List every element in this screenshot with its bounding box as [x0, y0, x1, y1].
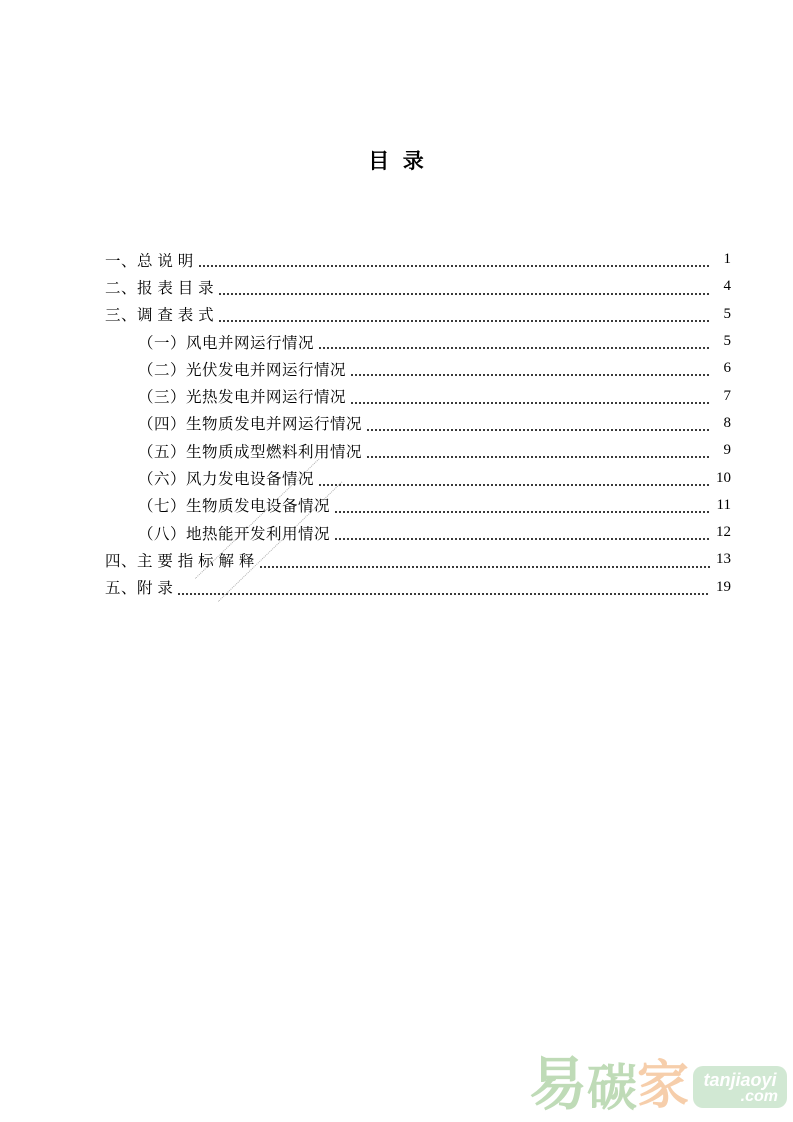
- toc-entry-page: 7: [723, 387, 731, 404]
- toc-entry: [105, 437, 731, 464]
- toc-entry-page: 11: [716, 496, 731, 513]
- toc-entry-label: （五）生物质成型燃料利用情况: [138, 443, 363, 461]
- dot-leader: [351, 374, 710, 376]
- toc-entry: [105, 546, 731, 573]
- page-title: 目 录: [368, 149, 425, 173]
- brand-badge-text: tanjiaoyi: [703, 1070, 777, 1090]
- brand-char-jia: 家: [636, 1058, 689, 1115]
- toc-entry-page: 9: [723, 442, 731, 459]
- toc-entry-page: 13: [716, 551, 731, 568]
- toc-entry-label: （六）风力发电设备情况: [138, 471, 315, 489]
- dot-leader: [351, 402, 710, 404]
- toc-list: [105, 246, 731, 601]
- brand-watermark: [528, 1052, 787, 1117]
- toc-entry-label: 四、主 要 指 标 解 释: [105, 552, 255, 570]
- toc-entry: [105, 574, 731, 601]
- toc-entry-label: （八）地热能开发利用情况: [138, 525, 331, 543]
- toc-entry-label: 三、调 查 表 式: [105, 307, 215, 325]
- toc-entry-page: 12: [716, 524, 731, 541]
- brand-char-tan: 碳: [586, 1060, 637, 1116]
- toc-entry: [105, 519, 731, 546]
- dot-leader: [260, 566, 710, 568]
- dot-leader: [367, 456, 710, 458]
- dot-leader: [199, 265, 710, 267]
- dot-leader: [335, 538, 710, 540]
- toc-entry-label: （一）风电并网运行情况: [138, 334, 315, 352]
- toc-entry: [105, 464, 731, 491]
- toc-entry-label: （四）生物质发电并网运行情况: [138, 416, 363, 434]
- toc-entry: [105, 492, 731, 519]
- toc-entry: [105, 382, 731, 409]
- brand-badge: [693, 1066, 787, 1108]
- toc-entry-page: 1: [723, 251, 731, 268]
- toc-entry: [105, 410, 731, 437]
- toc-entry: [105, 246, 731, 273]
- toc-entry-page: 5: [723, 333, 731, 350]
- toc-entry-page: 6: [723, 360, 731, 377]
- dot-leader: [367, 429, 710, 431]
- toc-entry: [105, 355, 731, 382]
- toc-entry: [105, 273, 731, 300]
- toc-entry-page: 4: [723, 278, 731, 295]
- dot-leader: [319, 484, 710, 486]
- brand-badge-domain: .com: [740, 1088, 778, 1105]
- dot-leader: [178, 593, 710, 595]
- dot-leader: [219, 293, 710, 295]
- toc-entry-page: 5: [723, 305, 731, 322]
- toc-entry-page: 19: [716, 578, 731, 595]
- dot-leader: [335, 511, 710, 513]
- dot-leader: [319, 347, 710, 349]
- toc-entry-page: 8: [723, 414, 731, 431]
- toc-entry-page: 10: [716, 469, 731, 486]
- toc-entry-label: （三）光热发电并网运行情况: [138, 389, 347, 407]
- toc-entry-label: 一、总 说 明: [105, 252, 194, 270]
- toc-entry: [105, 328, 731, 355]
- brand-char-yi: 易: [528, 1052, 587, 1117]
- dot-leader: [219, 320, 710, 322]
- toc-entry-label: 五、附 录: [105, 580, 174, 598]
- toc-entry-label: 二、报 表 目 录: [105, 279, 215, 297]
- toc-entry-label: （七）生物质发电设备情况: [138, 498, 331, 516]
- toc-entry-label: （二）光伏发电并网运行情况: [138, 361, 347, 379]
- toc-entry: [105, 301, 731, 328]
